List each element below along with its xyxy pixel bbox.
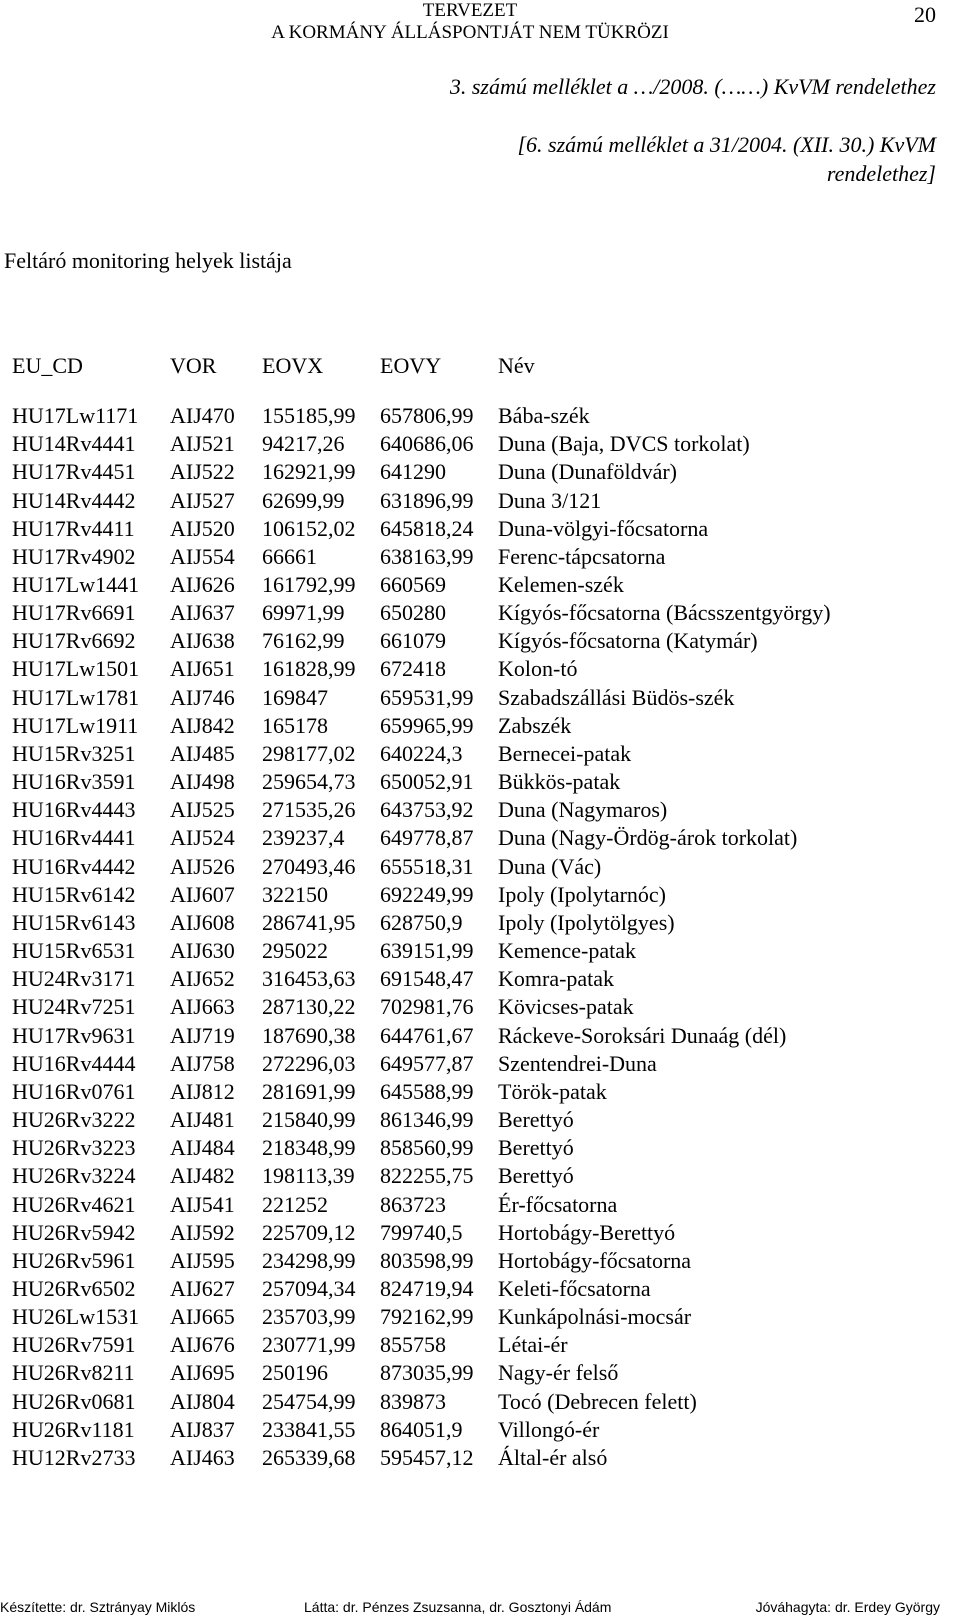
cell-vor: AIJ527	[170, 487, 235, 513]
cell-vor: AIJ627	[170, 1276, 235, 1301]
table-row	[12, 1359, 942, 1387]
cell-eovx: 76162,99	[262, 628, 345, 654]
cell-nev: Kemence-patak	[498, 938, 637, 963]
cell-eovy: 657806,99	[380, 403, 474, 428]
cell-vor: AIJ837	[170, 1416, 235, 1442]
cell-vor: AIJ595	[170, 1247, 235, 1273]
cell-eu-cd: HU24Rv3171	[12, 966, 136, 992]
table-row	[12, 430, 942, 458]
cell-eovy: 863723	[380, 1191, 446, 1217]
cell-vor: AIJ695	[170, 1360, 235, 1386]
cell-nev: Kígyós-főcsatorna (Katymár)	[498, 628, 758, 654]
cell-eovy: 649577,87	[380, 1050, 474, 1076]
cell-eovy: 873035,99	[380, 1360, 474, 1386]
cell-eovx: 233841,55	[262, 1416, 356, 1442]
table-row	[12, 993, 942, 1021]
cell-eu-cd: HU26Lw1531	[12, 1304, 140, 1330]
cell-eovy: 645818,24	[380, 515, 474, 541]
cell-vor: AIJ470	[170, 403, 235, 428]
cell-eovy: 639151,99	[380, 938, 474, 963]
cell-vor: AIJ522	[170, 459, 235, 485]
cell-nev: Villongó-ér	[498, 1416, 600, 1442]
cell-vor: AIJ498	[170, 769, 235, 795]
cell-vor: AIJ541	[170, 1191, 235, 1217]
cell-nev: Kolon-tó	[498, 656, 578, 682]
cell-eovy: 799740,5	[380, 1219, 463, 1245]
cell-nev: Ferenc-tápcsatorna	[498, 543, 666, 569]
table-row	[12, 712, 942, 740]
cell-eu-cd: HU14Rv4442	[12, 487, 136, 513]
cell-eovy: 595457,12	[380, 1444, 474, 1470]
cell-vor: AIJ481	[170, 1107, 235, 1132]
cell-nev: Bernecei-patak	[498, 740, 632, 766]
cell-eovy: 660569	[380, 572, 446, 597]
cell-eu-cd: HU16Rv4443	[12, 797, 136, 823]
cell-eovy: 659965,99	[380, 712, 474, 738]
cell-eu-cd: HU26Rv5942	[12, 1219, 136, 1245]
table-header-row	[12, 352, 942, 380]
cell-eu-cd: HU17Rv4902	[12, 543, 136, 569]
page-number: 20	[914, 2, 936, 27]
cell-eovy: 640686,06	[380, 431, 474, 457]
column-header-eovx: EOVX	[262, 353, 324, 378]
cell-vor: AIJ626	[170, 572, 235, 597]
table-row	[12, 1106, 942, 1134]
cell-eu-cd: HU15Rv6531	[12, 938, 136, 963]
annex-reference: 3. számú melléklet a …/2008. (……) KvVM rendelethez	[449, 74, 936, 99]
cell-eovx: 198113,39	[262, 1163, 355, 1189]
cell-eu-cd: HU14Rv4441	[12, 431, 136, 457]
cell-eu-cd: HU26Rv8211	[12, 1360, 135, 1386]
footer-reviewed-by: Látta: dr. Pénzes Zsuzsanna, dr. Gosztonyi Ádám	[304, 1599, 612, 1615]
cell-eu-cd: HU12Rv2733	[12, 1444, 136, 1470]
table-row	[12, 965, 942, 993]
table-row	[12, 1219, 942, 1247]
cell-eovy: 824719,94	[380, 1276, 474, 1301]
cell-nev: Duna (Nagy-Ördög-árok torkolat)	[498, 825, 798, 851]
cell-vor: AIJ525	[170, 797, 235, 823]
cell-vor: AIJ463	[170, 1444, 235, 1470]
cell-eovx: 66661	[262, 543, 317, 569]
cell-eovy: 702981,76	[380, 994, 474, 1020]
cell-eovx: 218348,99	[262, 1135, 356, 1161]
cell-eu-cd: HU16Rv4442	[12, 853, 136, 879]
cell-eu-cd: HU26Rv6502	[12, 1276, 136, 1301]
cell-nev: Ráckeve-Soroksári Dunaág (dél)	[498, 1022, 787, 1048]
cell-eu-cd: HU17Rv6692	[12, 628, 136, 654]
document-title: Feltáró monitoring helyek listája	[4, 248, 292, 273]
cell-eovx: 322150	[262, 881, 328, 907]
cell-eu-cd: HU17Lw1501	[12, 656, 140, 682]
cell-eovx: 270493,46	[262, 853, 356, 879]
cell-eovx: 235703,99	[262, 1304, 356, 1330]
cell-eovy: 864051,9	[380, 1416, 463, 1442]
table-row	[12, 571, 942, 599]
cell-eu-cd: HU17Lw1911	[12, 712, 139, 738]
cell-vor: AIJ637	[170, 600, 235, 626]
cell-nev: Komra-patak	[498, 966, 615, 992]
cell-nev: Ér-főcsatorna	[498, 1191, 618, 1217]
cell-eovx: 106152,02	[262, 515, 356, 541]
cell-eovy: 638163,99	[380, 543, 474, 569]
cell-eu-cd: HU16Rv4444	[12, 1050, 136, 1076]
cell-eovy: 661079	[380, 628, 446, 654]
table-row	[12, 881, 942, 909]
cell-nev: Bába-szék	[498, 403, 590, 428]
cell-eovx: 69971,99	[262, 600, 345, 626]
cell-nev: Hortobágy-főcsatorna	[498, 1247, 692, 1273]
cell-eovx: 271535,26	[262, 797, 356, 823]
cell-vor: AIJ812	[170, 1078, 235, 1104]
cell-nev: Berettyó	[498, 1163, 574, 1189]
cell-eovy: 655518,31	[380, 853, 474, 879]
cell-nev: Duna (Vác)	[498, 853, 602, 879]
cell-eu-cd: HU15Rv3251	[12, 740, 136, 766]
cell-eovy: 858560,99	[380, 1135, 474, 1161]
cell-eovx: 254754,99	[262, 1388, 356, 1414]
cell-nev: Hortobágy-Berettyó	[498, 1219, 676, 1245]
cell-eovy: 822255,75	[380, 1163, 474, 1189]
cell-eovy: 641290	[380, 459, 446, 485]
cell-eovx: 316453,63	[262, 966, 356, 992]
cell-eovx: 298177,02	[262, 740, 356, 766]
cell-nev: Által-ér alsó	[498, 1444, 608, 1470]
cell-eovx: 287130,22	[262, 994, 356, 1020]
table-row	[12, 1388, 942, 1416]
cell-vor: AIJ719	[170, 1022, 235, 1048]
cell-eovy: 792162,99	[380, 1304, 474, 1330]
cell-eu-cd: HU17Lw1171	[12, 403, 139, 428]
cell-eovy: 640224,3	[380, 740, 463, 766]
column-header-nev: Név	[498, 353, 535, 378]
cell-eu-cd: HU17Lw1781	[12, 684, 140, 710]
cell-vor: AIJ663	[170, 994, 235, 1020]
cell-nev: Kunkápolnási-mocsár	[498, 1304, 692, 1330]
cell-eovx: 165178	[262, 712, 328, 738]
cell-eovx: 286741,95	[262, 909, 356, 935]
cell-eovy: 659531,99	[380, 684, 474, 710]
table-row	[12, 627, 942, 655]
cell-nev: Keleti-főcsatorna	[498, 1276, 651, 1301]
cell-vor: AIJ607	[170, 881, 235, 907]
cell-nev: Berettyó	[498, 1107, 574, 1132]
cell-nev: Berettyó	[498, 1135, 574, 1161]
annex-original-reference: [6. számú melléklet a 31/2004. (XII. 30.) KvVM rendelethez]	[517, 132, 936, 186]
cell-eu-cd: HU15Rv6143	[12, 909, 136, 935]
cell-eovy: 839873	[380, 1388, 446, 1414]
cell-eovy: 861346,99	[380, 1107, 474, 1132]
cell-eu-cd: HU17Rv9631	[12, 1022, 136, 1048]
cell-eovy: 628750,9	[380, 909, 463, 935]
cell-eu-cd: HU16Rv0761	[12, 1078, 136, 1104]
cell-eu-cd: HU26Rv3223	[12, 1135, 136, 1161]
table-row	[12, 487, 942, 515]
cell-vor: AIJ526	[170, 853, 235, 879]
cell-nev: Duna (Dunaföldvár)	[498, 459, 677, 485]
cell-eu-cd: HU17Rv6691	[12, 600, 136, 626]
cell-eu-cd: HU26Rv4621	[12, 1191, 136, 1217]
table-row	[12, 684, 942, 712]
cell-nev: Ipoly (Ipolytölgyes)	[498, 909, 675, 935]
cell-eovx: 162921,99	[262, 459, 356, 485]
cell-eovx: 281691,99	[262, 1078, 356, 1104]
cell-nev: Kelemen-szék	[498, 572, 624, 597]
cell-eovx: 234298,99	[262, 1247, 356, 1273]
cell-eovy: 672418	[380, 656, 446, 682]
table-row	[12, 1416, 942, 1444]
cell-eu-cd: HU24Rv7251	[12, 994, 136, 1020]
cell-nev: Kígyós-főcsatorna (Bácsszentgyörgy)	[498, 600, 831, 626]
cell-eovx: 230771,99	[262, 1332, 356, 1358]
cell-vor: AIJ521	[170, 431, 235, 457]
footer	[0, 1598, 960, 1617]
cell-vor: AIJ592	[170, 1219, 235, 1245]
cell-eu-cd: HU17Rv4411	[12, 515, 135, 541]
cell-eovx: 250196	[262, 1360, 328, 1386]
cell-eovx: 239237,4	[262, 825, 345, 851]
cell-eu-cd: HU26Rv3222	[12, 1107, 136, 1132]
cell-vor: AIJ638	[170, 628, 235, 654]
table-row	[12, 1022, 942, 1050]
cell-eovy: 644761,67	[380, 1022, 474, 1048]
draft-label: TERVEZET	[422, 0, 518, 21]
cell-eovy: 649778,87	[380, 825, 474, 851]
cell-eovy: 691548,47	[380, 966, 474, 992]
table-row	[12, 1275, 942, 1303]
cell-nev: Ipoly (Ipolytarnóc)	[498, 881, 666, 907]
cell-eovx: 62699,99	[262, 487, 345, 513]
cell-vor: AIJ630	[170, 938, 235, 963]
table-row	[12, 909, 942, 937]
cell-eovx: 265339,68	[262, 1444, 356, 1470]
table-row	[12, 1247, 942, 1275]
cell-eovy: 631896,99	[380, 487, 474, 513]
cell-vor: AIJ842	[170, 712, 235, 738]
cell-vor: AIJ758	[170, 1050, 235, 1076]
cell-nev: Duna (Baja, DVCS torkolat)	[498, 431, 750, 457]
cell-vor: AIJ485	[170, 740, 235, 766]
cell-nev: Nagy-ér felső	[498, 1360, 619, 1386]
table-row	[12, 853, 942, 881]
cell-eu-cd: HU26Rv5961	[12, 1247, 136, 1273]
cell-nev: Tocó (Debrecen felett)	[498, 1388, 697, 1414]
cell-vor: AIJ804	[170, 1388, 235, 1414]
cell-eu-cd: HU17Lw1441	[12, 572, 140, 597]
cell-eovx: 161828,99	[262, 656, 356, 682]
cell-vor: AIJ652	[170, 966, 235, 992]
table-row	[12, 1444, 942, 1472]
cell-eovx: 225709,12	[262, 1219, 356, 1245]
cell-nev: Kövicses-patak	[498, 994, 634, 1020]
cell-vor: AIJ676	[170, 1332, 235, 1358]
cell-vor: AIJ608	[170, 909, 235, 935]
cell-eovx: 169847	[262, 684, 328, 710]
cell-nev: Bükkös-patak	[498, 769, 621, 795]
cell-nev: Duna-völgyi-főcsatorna	[498, 515, 709, 541]
table-row	[12, 1162, 942, 1190]
table-row	[12, 1078, 942, 1106]
cell-eu-cd: HU26Rv3224	[12, 1163, 136, 1189]
cell-eovy: 855758	[380, 1332, 446, 1358]
column-header-vor: VOR	[170, 353, 217, 378]
table-row	[12, 599, 942, 627]
cell-eu-cd: HU17Rv4451	[12, 459, 136, 485]
cell-eovx: 221252	[262, 1191, 328, 1217]
cell-nev: Duna 3/121	[498, 487, 602, 513]
table-row	[12, 1191, 942, 1219]
table-row	[12, 543, 942, 571]
cell-eovx: 155185,99	[262, 403, 356, 428]
column-header-eu-cd: EU_CD	[12, 353, 83, 378]
government-note: A KORMÁNY ÁLLÁSPONTJÁT NEM TÜKRÖZI	[271, 22, 669, 43]
footer-approved-by: Jóváhagyta: dr. Erdey György	[755, 1599, 940, 1615]
table-row	[12, 768, 942, 796]
cell-eovx: 295022	[262, 938, 328, 963]
cell-vor: AIJ484	[170, 1135, 235, 1161]
cell-eu-cd: HU26Rv7591	[12, 1332, 136, 1358]
cell-eovx: 187690,38	[262, 1022, 356, 1048]
cell-eu-cd: HU16Rv3591	[12, 769, 136, 795]
table-row	[12, 515, 942, 543]
cell-eovx: 272296,03	[262, 1050, 356, 1076]
table-row	[12, 824, 942, 852]
cell-eovy: 645588,99	[380, 1078, 474, 1104]
cell-eu-cd: HU26Rv0681	[12, 1388, 136, 1414]
cell-vor: AIJ524	[170, 825, 235, 851]
cell-nev: Török-patak	[498, 1078, 607, 1104]
cell-eovx: 259654,73	[262, 769, 356, 795]
cell-nev: Létai-ér	[498, 1332, 568, 1358]
footer-prepared-by: Készítette: dr. Sztrányay Miklós	[0, 1599, 196, 1615]
cell-eovy: 803598,99	[380, 1247, 474, 1273]
table-row	[12, 937, 942, 965]
table-row	[12, 1303, 942, 1331]
cell-eovy: 650280	[380, 600, 446, 626]
cell-eu-cd: HU26Rv1181	[12, 1416, 135, 1442]
table-row	[12, 1134, 942, 1162]
cell-eovy: 643753,92	[380, 797, 474, 823]
cell-nev: Zabszék	[498, 712, 572, 738]
cell-eovx: 94217,26	[262, 431, 345, 457]
table-row	[12, 655, 942, 683]
cell-vor: AIJ651	[170, 656, 235, 682]
column-header-eovy: EOVY	[380, 353, 442, 378]
cell-vor: AIJ665	[170, 1304, 235, 1330]
cell-vor: AIJ746	[170, 684, 235, 710]
cell-eovx: 161792,99	[262, 572, 356, 597]
table-row	[12, 1050, 942, 1078]
table-row	[12, 740, 942, 768]
table-row	[12, 1331, 942, 1359]
cell-nev: Szabadszállási Büdös-szék	[498, 684, 735, 710]
table-row	[12, 402, 942, 430]
cell-vor: AIJ482	[170, 1163, 235, 1189]
cell-eu-cd: HU15Rv6142	[12, 881, 136, 907]
cell-nev: Duna (Nagymaros)	[498, 797, 668, 823]
table-row	[12, 796, 942, 824]
cell-vor: AIJ554	[170, 543, 235, 569]
cell-nev: Szentendrei-Duna	[498, 1050, 657, 1076]
table-row	[12, 458, 942, 486]
cell-eovx: 215840,99	[262, 1107, 356, 1132]
cell-eovy: 692249,99	[380, 881, 474, 907]
cell-eovy: 650052,91	[380, 769, 474, 795]
cell-eovx: 257094,34	[262, 1276, 356, 1301]
cell-eu-cd: HU16Rv4441	[12, 825, 136, 851]
cell-vor: AIJ520	[170, 515, 235, 541]
